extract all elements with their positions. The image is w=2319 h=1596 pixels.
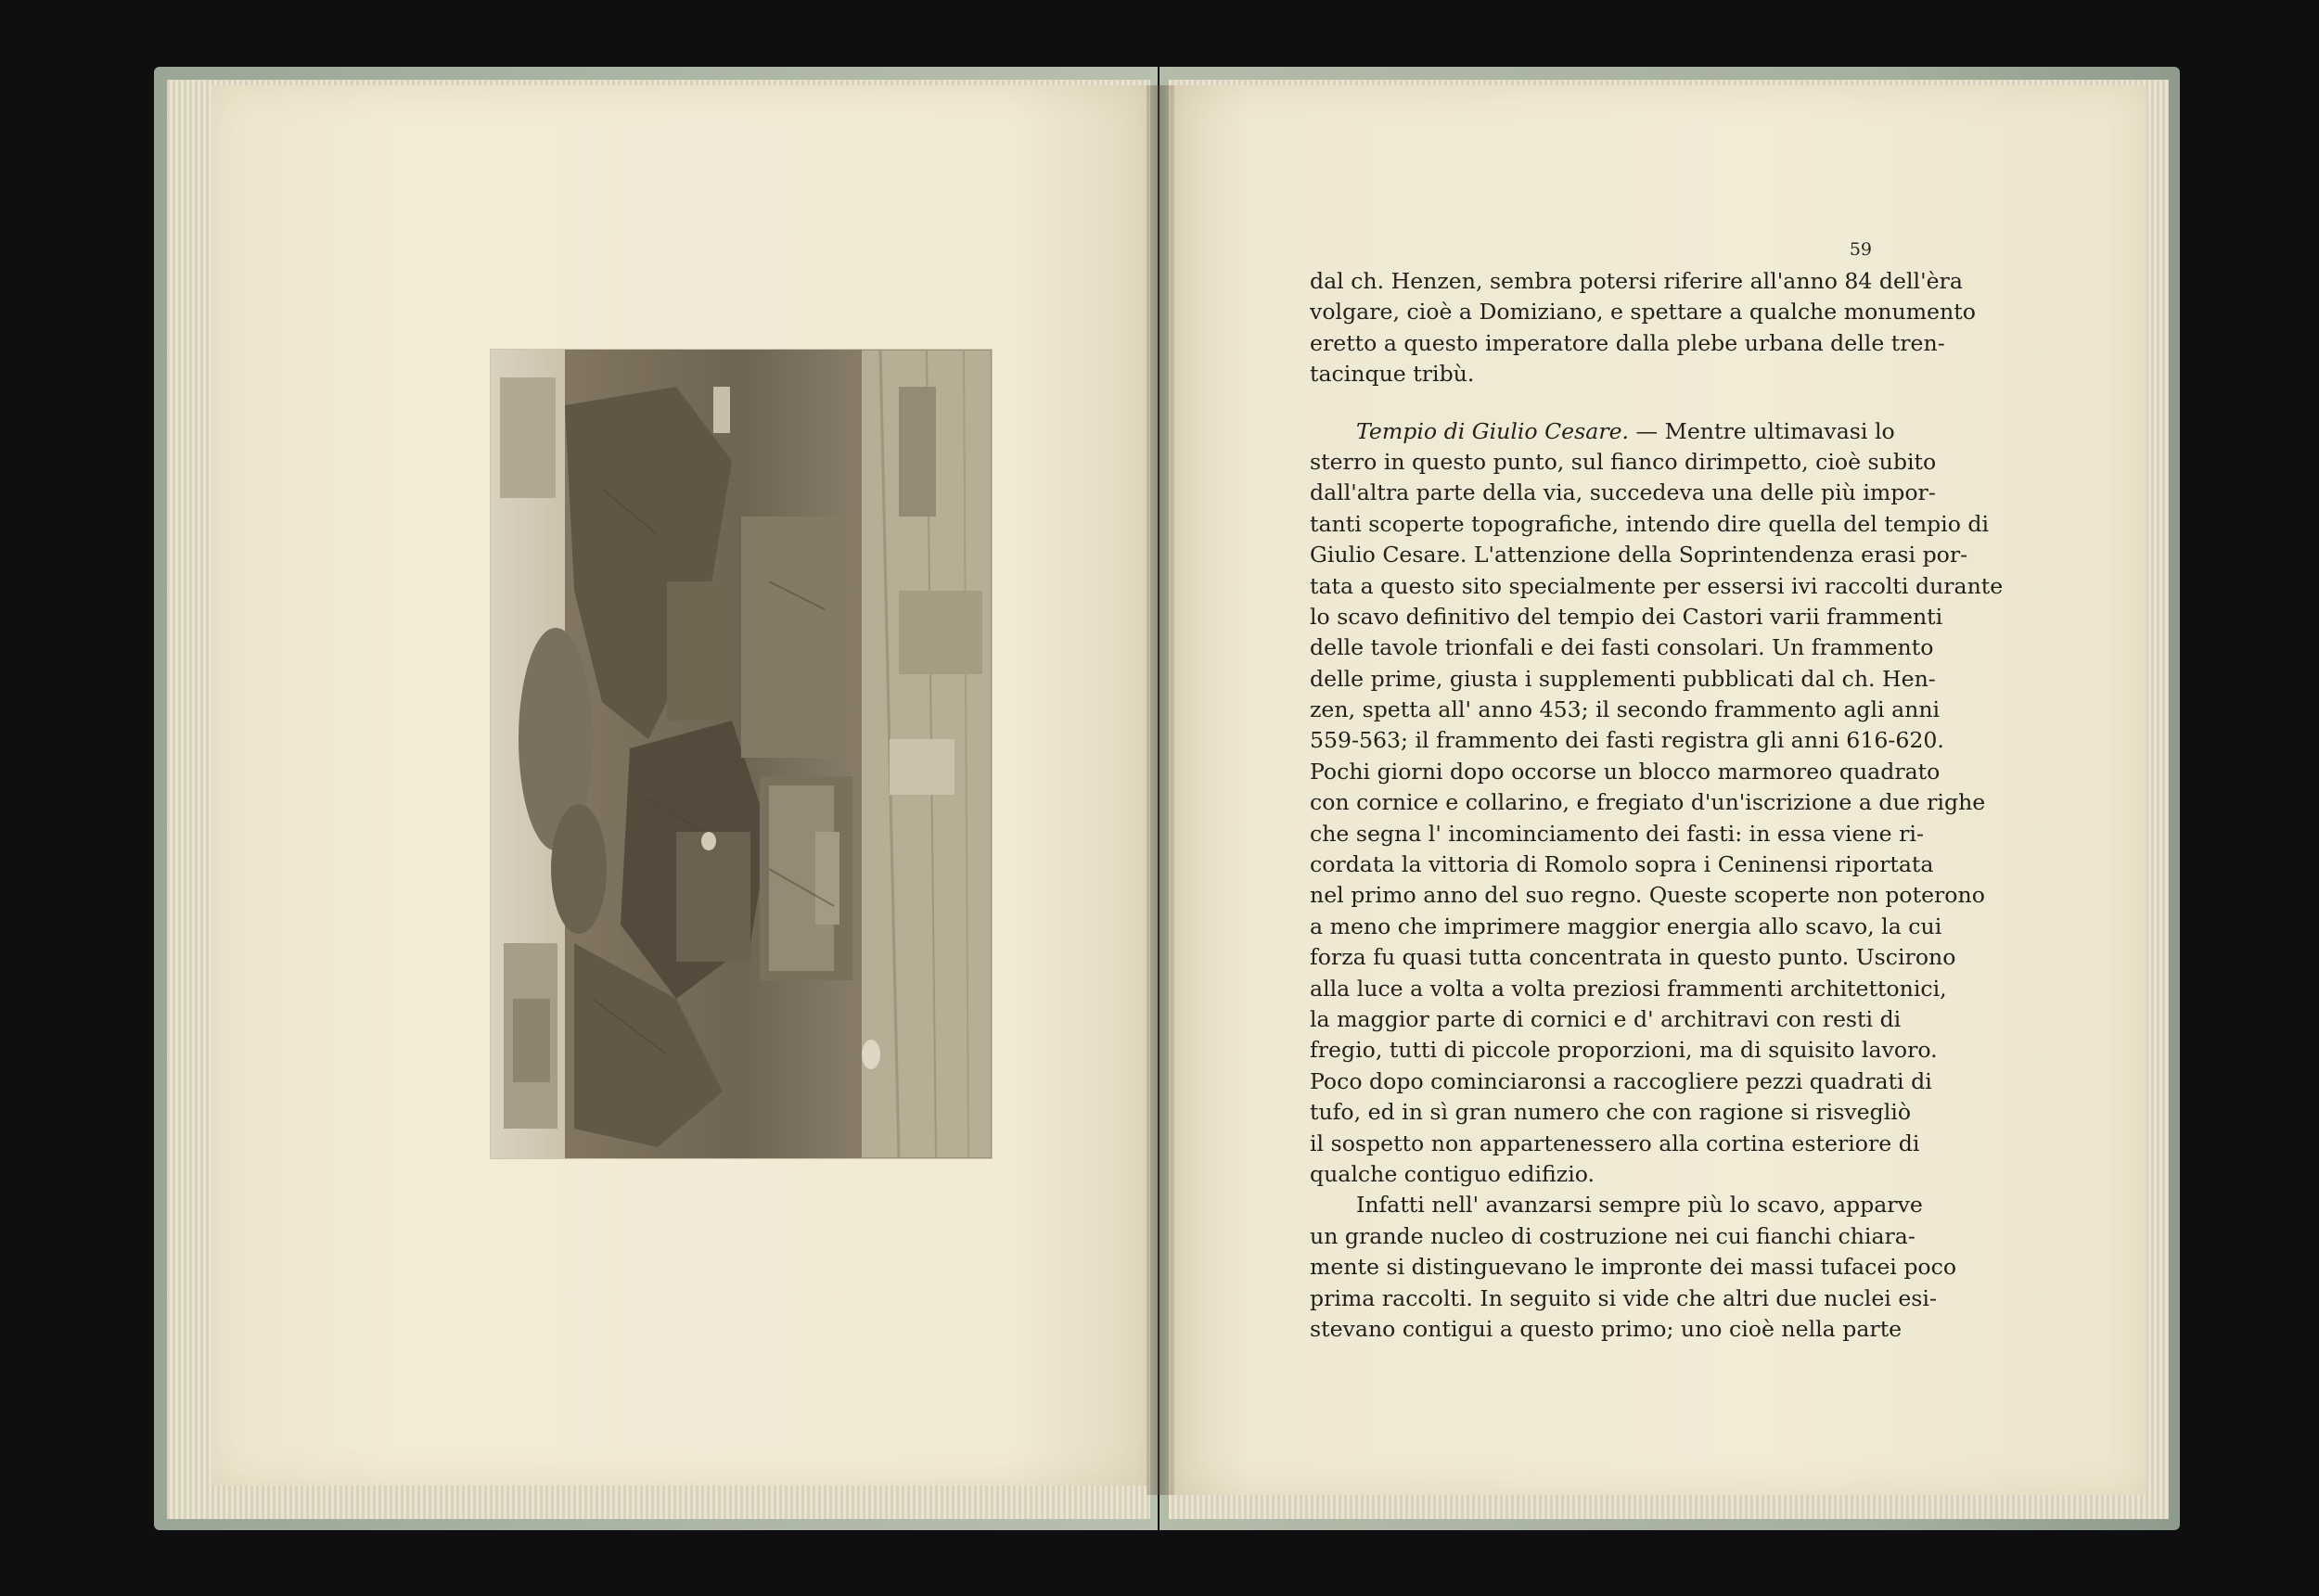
text-line: tacinque tribù. <box>1310 361 1475 388</box>
text-line: tata a questo sito specialmente per essersi ivi raccolti durante <box>1310 572 2004 599</box>
text-line: lo scavo definitivo del tempio dei Castori varii frammenti <box>1310 603 1943 630</box>
section-heading: Tempio di Giulio Cesare. <box>1356 417 1630 444</box>
text-line: il sospetto non appartenessero alla cortina esteriore di <box>1310 1130 1920 1156</box>
text-line-continuation: — Mentre ultimavasi lo <box>1629 417 1895 444</box>
text-line: Pochi giorni dopo occorse un blocco marmoreo quadrato <box>1310 758 1941 785</box>
text-line: forza fu quasi tutta concentrata in questo punto. Uscirono <box>1310 944 1956 971</box>
text-line: nel primo anno del suo regno. Queste scoperte non poterono <box>1310 882 1985 909</box>
text-line: qualche contiguo edifizio. <box>1310 1160 1595 1187</box>
text-line: tanti scoperte topografiche, intendo dire quella del tempio di <box>1310 510 1990 537</box>
text-line: prima raccolti. In seguito si vide che altri due nuclei esi- <box>1310 1284 1937 1311</box>
page-text <box>1310 266 2004 1345</box>
text-line: un grande nucleo di costruzione nei cui fianchi chiara- <box>1310 1222 1915 1249</box>
excavation-photograph <box>490 349 993 1159</box>
text-line: delle prime, giusta i supplementi pubblicati dal ch. Hen- <box>1310 665 1936 692</box>
text-line: mente si distinguevano le impronte dei massi tufacei poco <box>1310 1254 1957 1281</box>
text-line: dal ch. Henzen, sembra potersi riferire all'anno 84 dell'èra <box>1310 268 1963 294</box>
text-line: zen, spetta all' anno 453; il secondo frammento agli anni <box>1310 696 1941 723</box>
text-line: eretto a questo imperatore dalla plebe urbana delle tren- <box>1310 329 1945 356</box>
page-number: 59 <box>1849 239 1872 260</box>
text-line: dall'altra parte della via, succedeva una delle più impor- <box>1310 479 1936 506</box>
text-line: delle tavole trionfali e dei fasti consolari. Un frammento <box>1310 634 1934 661</box>
text-line: con cornice e collarino, e fregiato d'un'iscrizione a due righe <box>1310 789 1986 816</box>
text-line: volgare, cioè a Domiziano, e spettare a qualche monumento <box>1310 299 1976 326</box>
text-line: Infatti nell' avanzarsi sempre più lo scavo, apparve <box>1356 1192 1923 1219</box>
text-line: stevano contigui a questo primo; uno cioè nella parte <box>1310 1315 1903 1342</box>
text-line: che segna l' incominciamento dei fasti: in essa viene ri- <box>1310 820 1924 847</box>
text-line: sterro in questo punto, sul fianco dirimpetto, cioè subito <box>1310 448 1937 475</box>
text-line: 559-563; il frammento dei fasti registra gli anni 616-620. <box>1310 727 1944 754</box>
text-line: la maggior parte di cornici e d' architravi con resti di <box>1310 1005 1902 1032</box>
text-line <box>1310 416 1895 447</box>
text-line: fregio, tutti di piccole proporzioni, ma di squisito lavoro. <box>1310 1037 1938 1064</box>
text-line: Giulio Cesare. L'attenzione della Soprintendenza erasi por- <box>1310 542 1968 568</box>
text-line: tufo, ed in sì gran numero che con ragione si risvegliò <box>1310 1099 1912 1126</box>
text-line: Poco dopo cominciaronsi a raccogliere pezzi quadrati di <box>1310 1067 1932 1094</box>
text-line: alla luce a volta a volta preziosi frammenti architettonici, <box>1310 975 1947 1002</box>
book-gutter <box>1147 85 1174 1495</box>
text-line: a meno che imprimere maggior energia allo scavo, la cui <box>1310 913 1942 939</box>
text-line: cordata la vittoria di Romolo sopra i Ceninensi riportata <box>1310 851 1934 878</box>
